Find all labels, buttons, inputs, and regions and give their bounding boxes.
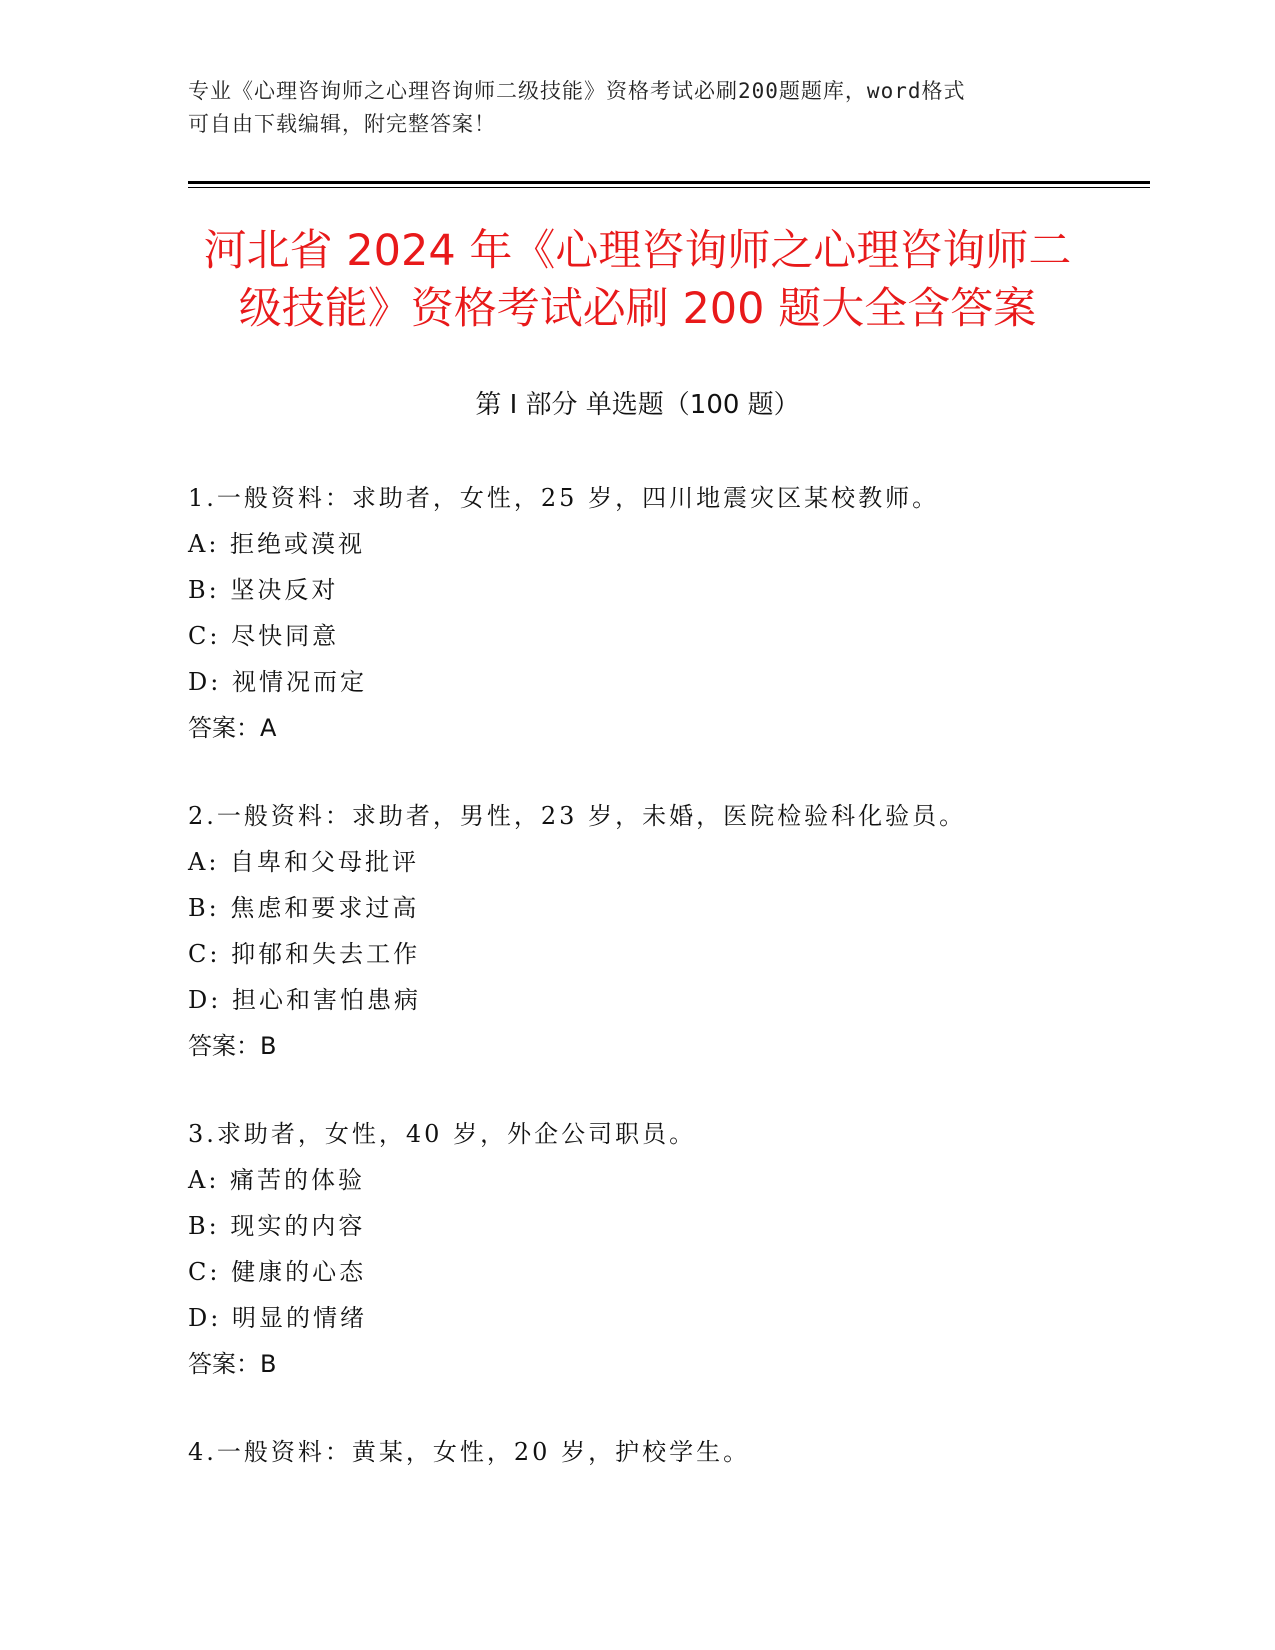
option-d: D: 担心和害怕患病	[188, 986, 421, 1014]
answer-line: 答案：B	[188, 1350, 277, 1378]
option-b: B: 坚决反对	[188, 576, 339, 604]
option-b: B: 现实的内容	[188, 1212, 366, 1240]
document-title	[100, 222, 1175, 338]
answer-line: 答案：A	[188, 714, 277, 742]
question-stem: 3.求助者，女性，40 岁，外企公司职员。	[188, 1120, 697, 1148]
question-4	[188, 1429, 1148, 1475]
question-stem: 4.一般资料：黄某，女性，20 岁，护校学生。	[188, 1438, 751, 1466]
option-b: B: 焦虑和要求过高	[188, 894, 420, 922]
question-2	[188, 793, 1148, 1069]
option-c: C: 尽快同意	[188, 622, 340, 650]
header-divider-thick	[188, 181, 1150, 184]
option-a: A: 痛苦的体验	[188, 1166, 366, 1194]
header-note-line-2: 可自由下载编辑，附完整答案！	[188, 112, 496, 136]
document-title-line-2: 级技能》资格考试必刷 200 题大全含答案	[238, 284, 1037, 334]
option-c: C: 健康的心态	[188, 1258, 367, 1286]
answer-line: 答案：B	[188, 1032, 277, 1060]
question-3	[188, 1111, 1148, 1387]
option-d: D: 明显的情绪	[188, 1304, 367, 1332]
header-note-line-1: 专业《心理咨询师之心理咨询师二级技能》资格考试必刷200题题库，word格式	[188, 79, 966, 103]
question-stem: 1.一般资料：求助者，女性，25 岁，四川地震灾区某校教师。	[188, 484, 940, 512]
option-c: C: 抑郁和失去工作	[188, 940, 421, 968]
question-list	[188, 475, 1148, 1517]
option-d: D: 视情况而定	[188, 668, 367, 696]
document-title-line-1: 河北省 2024 年《心理咨询师之心理咨询师二	[203, 226, 1072, 276]
section-heading: 第 I 部分 单选题（100 题）	[475, 390, 800, 420]
question-stem: 2.一般资料：求助者，男性，23 岁，未婚，医院检验科化验员。	[188, 802, 967, 830]
header-divider-thin	[188, 187, 1150, 188]
question-1	[188, 475, 1148, 751]
option-a: A: 拒绝或漠视	[188, 530, 366, 558]
header-note	[188, 75, 1088, 141]
option-a: A: 自卑和父母批评	[188, 848, 420, 876]
